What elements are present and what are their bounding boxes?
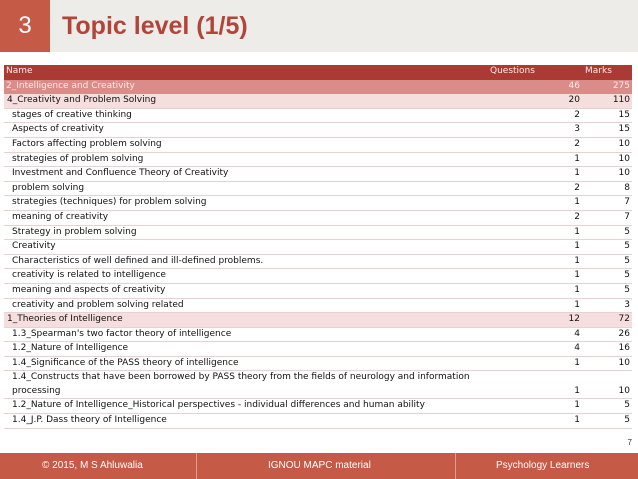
row-marks: 275 xyxy=(583,79,632,94)
row-questions: 2 xyxy=(488,108,583,123)
slide-header xyxy=(0,0,638,52)
row-marks: 8 xyxy=(583,181,632,196)
table-row xyxy=(4,181,632,196)
table-row xyxy=(4,399,632,414)
table-row xyxy=(4,123,632,138)
row-marks: 15 xyxy=(583,108,632,123)
row-name: 1.4_Significance of the PASS theory of intelligence xyxy=(4,356,488,371)
table-row xyxy=(4,137,632,152)
table-row xyxy=(4,283,632,298)
row-questions: 1 xyxy=(488,225,583,240)
row-marks: 7 xyxy=(583,210,632,225)
row-name: 1.2_Nature of Intelligence xyxy=(4,342,488,357)
row-name: Characteristics of well defined and ill-defined problems. xyxy=(4,254,488,269)
row-marks: 5 xyxy=(583,254,632,269)
row-questions: 1 xyxy=(488,152,583,167)
row-name: 4_Creativity and Problem Solving xyxy=(4,94,488,109)
row-questions: 1 xyxy=(488,399,583,414)
row-name: strategies of problem solving xyxy=(4,152,488,167)
row-marks: 5 xyxy=(583,240,632,255)
row-marks: 5 xyxy=(583,225,632,240)
table-row xyxy=(4,254,632,269)
row-name: problem solving xyxy=(4,181,488,196)
row-name: meaning and aspects of creativity xyxy=(4,283,488,298)
row-marks: 3 xyxy=(583,298,632,313)
table-row xyxy=(4,371,632,399)
row-name: 1.2_Nature of Intelligence_Historical perspectives - individual differences and human ability xyxy=(4,399,488,414)
row-marks: 15 xyxy=(583,123,632,138)
footer-copyright: © 2015, M S Ahluwalia xyxy=(42,460,143,471)
table-row xyxy=(4,269,632,284)
table-row xyxy=(4,327,632,342)
table-row xyxy=(4,225,632,240)
row-marks: 10 xyxy=(583,167,632,182)
table-row xyxy=(4,108,632,123)
row-questions: 1 xyxy=(488,371,583,399)
row-marks: 26 xyxy=(583,327,632,342)
table-header-row xyxy=(4,65,632,79)
row-marks: 5 xyxy=(583,414,632,429)
row-name: strategies (techniques) for problem solving xyxy=(4,196,488,211)
table-row xyxy=(4,356,632,371)
row-name: creativity is related to intelligence xyxy=(4,269,488,284)
row-name: Factors affecting problem solving xyxy=(4,137,488,152)
footer-right-text: Psychology Learners xyxy=(496,460,590,471)
row-name: 1.4_Constructs that have been borrowed by PASS theory from the fields of neurology and information processing xyxy=(4,371,488,399)
row-questions: 2 xyxy=(488,210,583,225)
row-questions: 1 xyxy=(488,240,583,255)
row-questions: 4 xyxy=(488,327,583,342)
row-name: meaning of creativity xyxy=(4,210,488,225)
row-questions: 1 xyxy=(488,356,583,371)
row-name: Investment and Confluence Theory of Creativity xyxy=(4,167,488,182)
row-questions: 3 xyxy=(488,123,583,138)
row-marks: 5 xyxy=(583,283,632,298)
row-questions: 1 xyxy=(488,254,583,269)
row-name: Creativity xyxy=(4,240,488,255)
table-row xyxy=(4,210,632,225)
topic-table xyxy=(4,65,632,429)
table-row-unit xyxy=(4,79,632,94)
table-row-block xyxy=(4,313,632,328)
row-questions: 1 xyxy=(488,298,583,313)
table-row xyxy=(4,240,632,255)
row-marks: 10 xyxy=(583,371,632,399)
footer-center-text: IGNOU MAPC material xyxy=(268,460,371,471)
slide-footer xyxy=(0,453,638,479)
row-name: 1.3_Spearman's two factor theory of intelligence xyxy=(4,327,488,342)
row-marks: 10 xyxy=(583,152,632,167)
row-name: 1_Theories of Intelligence xyxy=(4,313,488,328)
table-row xyxy=(4,342,632,357)
row-name: creativity and problem solving related xyxy=(4,298,488,313)
row-questions: 1 xyxy=(488,414,583,429)
row-name: Strategy in problem solving xyxy=(4,225,488,240)
row-marks: 5 xyxy=(583,399,632,414)
table-row xyxy=(4,196,632,211)
row-questions: 4 xyxy=(488,342,583,357)
row-marks: 72 xyxy=(583,313,632,328)
table-row xyxy=(4,298,632,313)
column-header-marks: Marks xyxy=(583,65,632,79)
footer-divider xyxy=(455,453,456,479)
row-marks: 7 xyxy=(583,196,632,211)
page-number: 7 xyxy=(627,438,632,447)
table-row xyxy=(4,152,632,167)
row-questions: 2 xyxy=(488,137,583,152)
slide-number-badge: 3 xyxy=(0,0,50,52)
row-questions: 1 xyxy=(488,283,583,298)
row-marks: 10 xyxy=(583,137,632,152)
column-header-questions: Questions xyxy=(488,65,583,79)
column-header-name: Name xyxy=(4,65,488,79)
row-name: stages of creative thinking xyxy=(4,108,488,123)
row-name: Aspects of creativity xyxy=(4,123,488,138)
row-questions: 46 xyxy=(488,79,583,94)
table-row xyxy=(4,167,632,182)
row-questions: 20 xyxy=(488,94,583,109)
row-questions: 1 xyxy=(488,196,583,211)
footer-divider xyxy=(196,453,197,479)
row-questions: 2 xyxy=(488,181,583,196)
row-marks: 5 xyxy=(583,269,632,284)
row-marks: 16 xyxy=(583,342,632,357)
row-marks: 10 xyxy=(583,356,632,371)
row-marks: 110 xyxy=(583,94,632,109)
row-name: 2_Intelligence and Creativity xyxy=(4,79,488,94)
row-questions: 1 xyxy=(488,269,583,284)
table-row xyxy=(4,414,632,429)
row-questions: 1 xyxy=(488,167,583,182)
table-row-block xyxy=(4,94,632,109)
slide-title: Topic level (1/5) xyxy=(62,12,248,40)
row-name: 1.4_J.P. Dass theory of Intelligence xyxy=(4,414,488,429)
row-questions: 12 xyxy=(488,313,583,328)
